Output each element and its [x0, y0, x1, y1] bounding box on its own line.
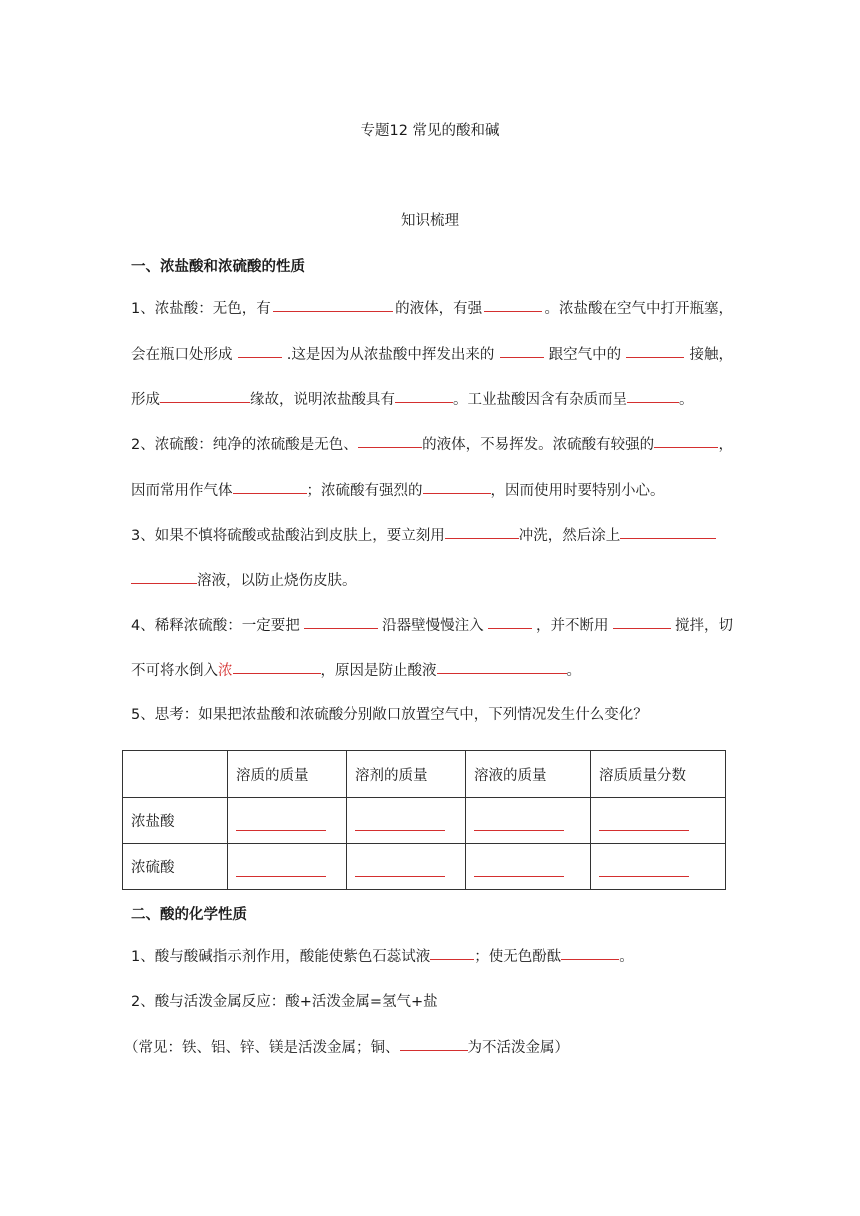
- fill-blank[interactable]: [233, 672, 321, 674]
- text: 不可将水倒入: [131, 663, 218, 679]
- text: （常见：铁、铝、锌、镁是活泼金属；铜、: [124, 1040, 400, 1056]
- fill-blank[interactable]: [233, 492, 307, 494]
- fill-blank[interactable]: [445, 537, 519, 539]
- highlighted-text: 浓: [218, 663, 233, 679]
- fill-blank[interactable]: [654, 446, 718, 448]
- table-header-cell: 溶剂的质量: [347, 751, 466, 798]
- fill-blank[interactable]: [273, 310, 393, 312]
- table-cell: [347, 798, 466, 844]
- table-cell: [228, 798, 347, 844]
- paragraph-line: [131, 345, 733, 365]
- table-header-cell: 溶质质量分数: [591, 751, 726, 798]
- section-heading-2: 二、酸的化学性质: [131, 907, 247, 923]
- text: 形成: [131, 392, 160, 408]
- text: 。: [566, 663, 581, 679]
- text: 。: [679, 392, 694, 408]
- table-header-row: [123, 751, 726, 798]
- text: 5、思考：如果把浓盐酸和浓硫酸分别敞口放置空气中，下列情况发生什么变化？: [131, 707, 648, 723]
- text: 因而常用作气体: [131, 483, 233, 499]
- text: 冲洗，然后涂上: [518, 528, 621, 544]
- fill-blank[interactable]: [437, 672, 567, 674]
- fill-blank[interactable]: [599, 829, 689, 831]
- section-subtitle: 知识梳理: [401, 213, 459, 229]
- table-cell: [228, 844, 347, 890]
- text: 搅拌，切: [674, 618, 733, 634]
- fill-blank[interactable]: [304, 627, 378, 629]
- comparison-table: [122, 750, 726, 890]
- fill-blank[interactable]: [488, 627, 532, 629]
- table-cell: [347, 844, 466, 890]
- fill-blank[interactable]: [355, 829, 445, 831]
- fill-blank[interactable]: [613, 627, 671, 629]
- text: 的液体，不易挥发。浓硫酸有较强的: [422, 437, 655, 453]
- text: 缘故，说明浓盐酸具有: [250, 392, 395, 408]
- text: 。: [619, 949, 634, 965]
- fill-blank[interactable]: [236, 875, 326, 877]
- text: ，: [718, 437, 733, 453]
- text: ；使无色酚酞: [474, 949, 562, 965]
- fill-blank[interactable]: [484, 310, 542, 312]
- fill-blank[interactable]: [400, 1049, 468, 1051]
- fill-blank[interactable]: [627, 401, 679, 403]
- table-cell: [466, 798, 591, 844]
- row-label: 浓盐酸: [123, 798, 228, 844]
- paragraph-line: [131, 526, 733, 546]
- fill-blank[interactable]: [238, 356, 282, 358]
- text: 3、如果不慎将硫酸或盐酸沾到皮肤上，要立刻用: [131, 528, 445, 544]
- table-cell: [591, 844, 726, 890]
- fill-blank[interactable]: [500, 356, 544, 358]
- text: 4、稀释浓硫酸：一定要把: [131, 618, 300, 634]
- text: 2、酸与活泼金属反应：酸+活泼金属=氢气+盐: [131, 994, 438, 1010]
- paragraph-line: [131, 435, 733, 455]
- paragraph-line: [131, 390, 733, 410]
- section-heading-1: 一、浓盐酸和浓硫酸的性质: [131, 259, 305, 275]
- fill-blank[interactable]: [561, 958, 619, 960]
- fill-blank[interactable]: [423, 492, 491, 494]
- fill-blank[interactable]: [358, 446, 422, 448]
- paragraph-line: [131, 571, 733, 591]
- paragraph-line: [131, 616, 733, 636]
- paragraph-line: [131, 947, 733, 967]
- row-label: 浓硫酸: [123, 844, 228, 890]
- text: 。工业盐酸因含有杂质而呈: [453, 392, 627, 408]
- text: 2、浓硫酸：纯净的浓硫酸是无色、: [131, 437, 358, 453]
- text: ，原因是防止酸液: [320, 663, 437, 679]
- text: 的液体，有强: [395, 301, 483, 317]
- paragraph-line: [131, 661, 733, 681]
- text: 。浓盐酸在空气中打开瓶塞，: [544, 301, 733, 317]
- table-cell: [591, 798, 726, 844]
- text: ，并不断用: [536, 618, 609, 634]
- text: 跟空气中的: [548, 347, 622, 363]
- table-header-cell: [123, 751, 228, 798]
- table-row: [123, 798, 726, 844]
- page-title: 专题12 常见的酸和碱: [360, 123, 500, 139]
- text: .这是因为从浓盐酸中挥发出来的: [286, 347, 495, 363]
- fill-blank[interactable]: [620, 537, 716, 539]
- text: ，因而使用时要特别小心。: [490, 483, 665, 499]
- fill-blank[interactable]: [355, 875, 445, 877]
- paragraph-line: [131, 299, 733, 319]
- text: 为不活泼金属）: [467, 1040, 569, 1056]
- table-row: [123, 844, 726, 890]
- text: 1、酸与酸碱指示剂作用，酸能使紫色石蕊试液: [131, 949, 431, 965]
- fill-blank[interactable]: [236, 829, 326, 831]
- fill-blank[interactable]: [474, 829, 564, 831]
- fill-blank[interactable]: [395, 401, 453, 403]
- table-header-cell: 溶质的质量: [228, 751, 347, 798]
- fill-blank[interactable]: [131, 582, 197, 584]
- text: ；浓硫酸有强烈的: [306, 483, 423, 499]
- fill-blank[interactable]: [599, 875, 689, 877]
- fill-blank[interactable]: [626, 356, 684, 358]
- paragraph-line: [131, 705, 733, 725]
- text: 接触，: [689, 347, 733, 363]
- paragraph-line: [131, 481, 733, 501]
- fill-blank[interactable]: [474, 875, 564, 877]
- text: 溶液，以防止烧伤皮肤。: [197, 573, 357, 589]
- paragraph-line: [124, 1038, 726, 1058]
- fill-blank[interactable]: [430, 958, 474, 960]
- table-cell: [466, 844, 591, 890]
- table-header-cell: 溶液的质量: [466, 751, 591, 798]
- text: 1、浓盐酸：无色，有: [131, 301, 271, 317]
- paragraph-line: [131, 992, 733, 1012]
- fill-blank[interactable]: [160, 401, 250, 403]
- text: 会在瓶口处形成: [131, 347, 233, 363]
- text: 沿器壁慢慢注入: [382, 618, 484, 634]
